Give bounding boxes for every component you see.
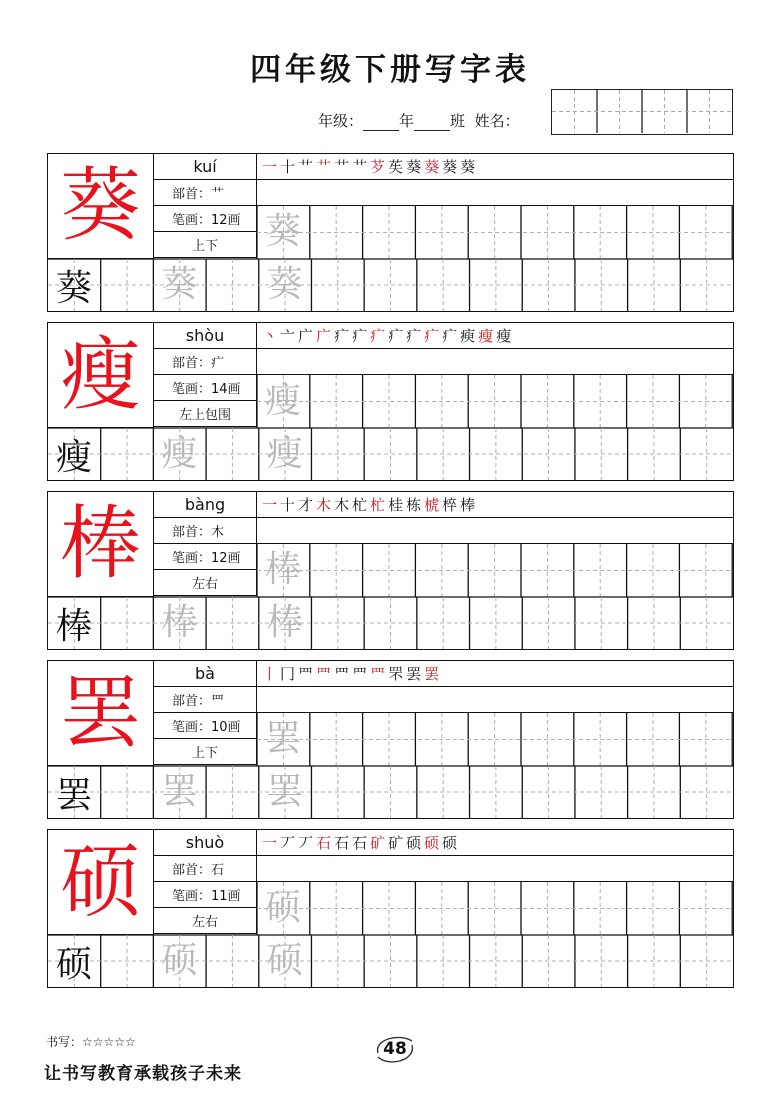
stroke-step: 丆 (298, 834, 314, 852)
class-suffix: 班 (450, 112, 466, 130)
trace-character: 棒 (161, 602, 198, 643)
stroke-step: 苵 (388, 158, 404, 176)
stroke-step: 杧 (352, 496, 368, 514)
writing-rating (46, 1033, 136, 1050)
blank-writing-row[interactable] (257, 180, 733, 206)
trace-character: 罢 (161, 771, 198, 812)
stroke-step: 葵 (406, 158, 422, 176)
radical: 部首：艹 (154, 180, 257, 206)
stroke-step: 罢 (424, 665, 440, 683)
stroke-step: 疒 (406, 327, 422, 345)
trace-character: 瘦 (266, 433, 303, 474)
stroke-step: 栋 (406, 496, 422, 514)
character-card (47, 660, 734, 819)
blank-writing-row[interactable] (257, 687, 733, 713)
trace-character: 瘦 (161, 433, 198, 474)
model-character-cell (48, 830, 154, 935)
stroke-step: 椊 (442, 496, 458, 514)
stroke-order-row (257, 154, 733, 180)
stroke-step: 罘 (388, 665, 404, 683)
stroke-count: 笔画：10画 (154, 713, 257, 739)
stroke-step: 棒 (460, 496, 476, 514)
model-character: 硕 (60, 835, 141, 928)
stroke-step: 广 (298, 327, 314, 345)
pinyin: shuò (154, 830, 257, 856)
stroke-step: 罒 (370, 665, 386, 683)
year-suffix: 年 (399, 112, 415, 130)
radical: 部首：木 (154, 518, 257, 544)
stroke-count: 笔画：12画 (154, 544, 257, 570)
stroke-step: 硕 (424, 834, 440, 852)
stroke-step: 十 (280, 496, 296, 514)
blank-writing-row[interactable] (257, 518, 733, 544)
stroke-step: 硕 (442, 834, 458, 852)
page-title: 四年级下册写字表 (250, 52, 530, 88)
stroke-step: 葵 (460, 158, 476, 176)
page-number-text: 48 (383, 1039, 407, 1059)
character-card (47, 491, 734, 650)
stroke-step: 罒 (334, 665, 350, 683)
trace-character: 瘦 (264, 380, 301, 421)
stroke-step: 疒 (388, 327, 404, 345)
stroke-step: 一 (262, 496, 278, 514)
stroke-step: 石 (334, 834, 350, 852)
small-model-character: 瘦 (55, 436, 92, 478)
stroke-step: 才 (298, 496, 314, 514)
character-card (47, 322, 734, 481)
stroke-step: 艹 (316, 158, 332, 176)
stroke-step: 硕 (406, 834, 422, 852)
grade-blank[interactable] (363, 116, 399, 131)
stroke-step: 疒 (442, 327, 458, 345)
pinyin: bà (154, 661, 257, 687)
stroke-step: 罢 (406, 665, 422, 683)
model-character: 棒 (60, 497, 141, 590)
structure: 左右 (154, 908, 257, 934)
stroke-step: 亠 (280, 327, 296, 345)
trace-character: 罢 (264, 718, 301, 759)
trace-character: 棒 (264, 549, 301, 590)
stroke-step: 一 (262, 834, 278, 852)
stroke-step: 葵 (442, 158, 458, 176)
stroke-step: 十 (280, 158, 296, 176)
stroke-step: 矿 (388, 834, 404, 852)
radical: 部首：疒 (154, 349, 257, 375)
writing-label: 书写： (46, 1035, 83, 1049)
stroke-step: 冂 (280, 665, 296, 683)
small-model-character: 罢 (55, 774, 92, 816)
blank-writing-row[interactable] (257, 349, 733, 375)
stroke-step: 椃 (424, 496, 440, 514)
trace-character: 罢 (266, 771, 303, 812)
character-card (47, 829, 734, 988)
small-model-character: 棒 (55, 605, 92, 647)
trace-character: 硕 (161, 940, 198, 981)
small-model-character: 硕 (55, 943, 92, 985)
small-model-character: 葵 (55, 267, 92, 309)
class-blank[interactable] (414, 116, 450, 131)
trace-character: 硕 (264, 887, 301, 928)
stroke-step: 艹 (352, 158, 368, 176)
stroke-step: 罒 (316, 665, 332, 683)
model-character-cell (48, 323, 154, 428)
grade-label: 年级： (318, 112, 364, 130)
model-character: 罢 (60, 666, 141, 759)
trace-character: 棒 (266, 602, 303, 643)
blank-writing-row[interactable] (257, 856, 733, 882)
stroke-step: 桂 (388, 496, 404, 514)
stroke-step: 罒 (352, 665, 368, 683)
trace-character: 硕 (266, 940, 303, 981)
rating-stars[interactable]: ☆☆☆☆☆ (82, 1035, 136, 1049)
name-writing-grid[interactable] (551, 89, 733, 135)
stroke-order-row (257, 661, 733, 687)
trace-character: 葵 (264, 211, 301, 252)
stroke-step: 丨 (262, 665, 278, 683)
name-label: 姓名： (474, 112, 520, 130)
stroke-step: 广 (316, 327, 332, 345)
pinyin: kuí (154, 154, 257, 180)
trace-character: 葵 (266, 264, 303, 305)
model-character: 瘦 (60, 328, 141, 421)
stroke-count: 笔画：11画 (154, 882, 257, 908)
model-character-cell (48, 661, 154, 766)
stroke-step: 艹 (298, 158, 314, 176)
model-character-cell (48, 154, 154, 259)
stroke-step: 瘦 (478, 327, 494, 345)
stroke-step: 瘐 (460, 327, 476, 345)
stroke-step: 疒 (370, 327, 386, 345)
stroke-order-row (257, 323, 733, 349)
stroke-count: 笔画：12画 (154, 206, 257, 232)
stroke-step: 木 (316, 496, 332, 514)
stroke-step: 石 (316, 834, 332, 852)
trace-character: 葵 (161, 264, 198, 305)
stroke-order-row (257, 830, 733, 856)
stroke-step: 疒 (334, 327, 350, 345)
pinyin: bàng (154, 492, 257, 518)
model-character-cell (48, 492, 154, 597)
student-info-line (318, 110, 520, 131)
stroke-step: 石 (352, 834, 368, 852)
stroke-step: 罒 (298, 665, 314, 683)
stroke-step: 疒 (352, 327, 368, 345)
structure: 左上包围 (154, 401, 257, 427)
structure: 上下 (154, 232, 257, 258)
radical: 部首：石 (154, 856, 257, 882)
stroke-order-row (257, 492, 733, 518)
stroke-step: 疒 (424, 327, 440, 345)
pinyin: shòu (154, 323, 257, 349)
stroke-step: 木 (334, 496, 350, 514)
structure: 左右 (154, 570, 257, 596)
radical: 部首：罒 (154, 687, 257, 713)
model-character: 葵 (60, 159, 141, 252)
stroke-step: 一 (262, 158, 278, 176)
stroke-step: 葵 (424, 158, 440, 176)
stroke-step: 艹 (334, 158, 350, 176)
stroke-step: 丆 (280, 834, 296, 852)
page-number (370, 1031, 420, 1067)
slogan: 让书写教育承载孩子未来 (44, 1064, 242, 1084)
stroke-step: 丶 (262, 327, 278, 345)
stroke-step: 矿 (370, 834, 386, 852)
stroke-step: 芕 (370, 158, 386, 176)
character-card (47, 153, 734, 312)
stroke-step: 杧 (370, 496, 386, 514)
structure: 上下 (154, 739, 257, 765)
stroke-count: 笔画：14画 (154, 375, 257, 401)
stroke-step: 瘦 (496, 327, 512, 345)
